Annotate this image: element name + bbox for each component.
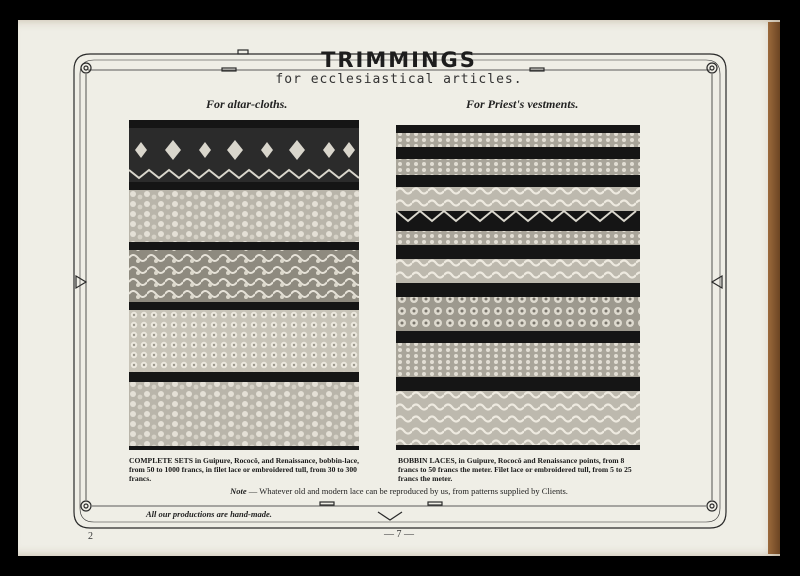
book-spine-edge — [768, 22, 780, 554]
note-line — [18, 486, 780, 496]
page-number: — 7 — — [384, 529, 414, 540]
priest-vestment-lace-photo — [396, 125, 640, 450]
left-panel-description: COMPLETE SETS in Guipure, Rococô, and Renaissance, bobbin-lace, from 50 to 1000 francs, in filet lace or embroidered tull, from 30 to 300 francs. — [129, 456, 360, 483]
lace-bands-left — [129, 120, 359, 450]
altar-cloth-lace-photo — [129, 120, 359, 450]
catalog-page — [18, 20, 780, 556]
handmade-statement: All our productions are hand-made. — [146, 509, 272, 519]
note-label: Note — [230, 486, 247, 496]
note-text: — Whatever old and modern lace can be reproduced by us, from patterns supplied by Clients. — [246, 486, 568, 496]
lace-bands-right — [396, 125, 640, 450]
page-title: TRIMMINGS — [321, 48, 477, 72]
right-panel-heading: For Priest's vestments. — [466, 97, 579, 111]
right-panel-description: BOBBIN LACES, in Guipure, Rococô and Renaissance points, from 8 francs to 50 francs the meter. Filet lace or embroidered tull, from 5 to 25 francs the meter. — [398, 456, 632, 483]
page-subtitle: for ecclesiastical articles. — [275, 72, 523, 87]
corner-page-number: 2 — [88, 531, 93, 542]
left-panel-heading: For altar-cloths. — [206, 97, 288, 111]
